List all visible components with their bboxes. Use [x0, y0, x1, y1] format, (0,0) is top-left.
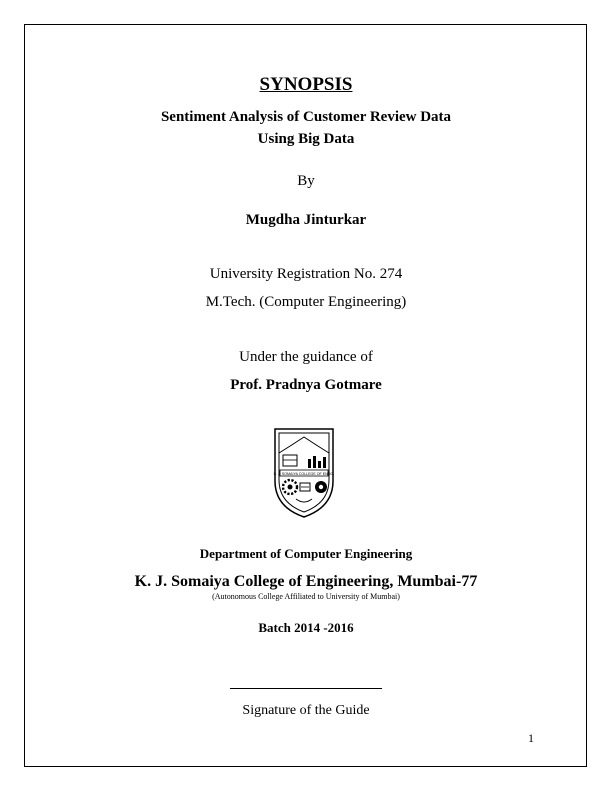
project-title-line-2: Using Big Data — [257, 131, 355, 147]
by-label: By — [297, 173, 315, 189]
document-title: SYNOPSIS — [259, 74, 353, 95]
author-name: Mugdha Jinturkar — [245, 212, 367, 228]
affiliation-note: (Autonomous College Affiliated to University of Mumbai) — [212, 592, 400, 601]
college-crest-icon — [270, 423, 338, 519]
college-name: K. J. Somaiya College of Engineering, Mumbai-77 — [134, 573, 478, 590]
guidance-label: Under the guidance of — [239, 349, 373, 365]
guide-name: Prof. Pradnya Gotmare — [230, 377, 382, 393]
signature-label: Signature of the Guide — [242, 703, 370, 718]
signature-line — [230, 688, 382, 689]
registration-number: University Registration No. 274 — [209, 266, 403, 282]
degree-program: M.Tech. (Computer Engineering) — [205, 294, 407, 310]
crest-band-text: K. J. SOMAIYA COLLEGE OF ENGG. — [273, 471, 335, 476]
project-title-line-1: Sentiment Analysis of Customer Review Data — [160, 109, 452, 125]
page-number: 1 — [528, 731, 534, 745]
batch-years: Batch 2014 -2016 — [258, 620, 354, 635]
department-name: Department of Computer Engineering — [199, 546, 413, 561]
